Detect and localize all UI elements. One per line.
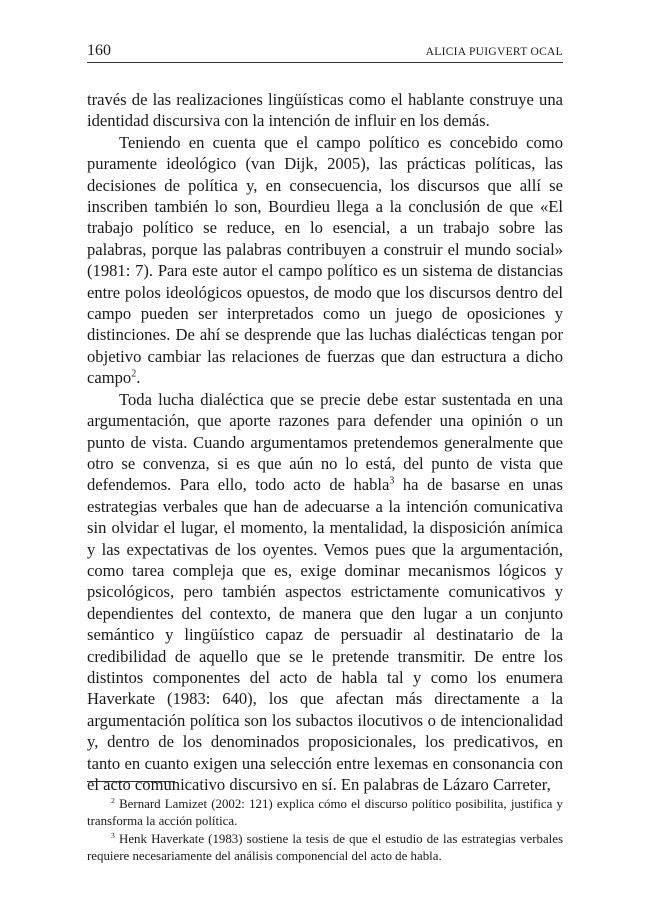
footnote-mark-3: 3 bbox=[111, 830, 115, 840]
footnotes bbox=[87, 796, 563, 866]
paragraph-3-text-rest: ha de basarse en unas estrategias verbales que han de adecuarse a la intención comunicativa sin olvidar el lugar, el momento, la mentalidad, la disposición anímica y las expectativas de los oyentes. Vemos pues que la argumentación, como tarea compleja que es, exige dominar mecanismos lógicos y psicológicos, pero también aspectos estrictamente comunicativos y dependientes del contexto, de manera que den lugar a un conjunto semántico y lingüístico capaz de persuadir al destinatario de la credibilidad de aquello que se le pretende transmitir. De entre los distintos componentes del acto de habla tal y como los enumera Haverkate (1983: 640), los que afectan más directamente a la argumentación política son los subactos ilocutivos o de intencionalidad y, dentro de los denominados proposicionales, los predicativos, en tanto en cuanto exigen una selección entre lexemas en consonancia con el acto comunicativo discursivo en sí. En palabras de Lázaro Carreter, bbox=[87, 475, 563, 794]
paragraph-3-text-start: Toda lucha dialéctica que se precie debe estar sustentada en una argumentación, que aporte razones para defender una opinión o un punto de vista. Cuando argumentamos pretendemos generalmente que otro se convenza, si es que aún no lo está, del punto de vista que defendemos. Para ello, todo acto de habla bbox=[87, 389, 563, 495]
footnote-2-text: Bernard Lamizet (2002: 121) explica cómo el discurso político posibilita, justifica y transforma la acción política. bbox=[87, 797, 563, 829]
paragraph-1: través de las realizaciones lingüísticas como el hablante construye una identidad discursiva con la intención de influir en los demás. bbox=[87, 90, 563, 131]
footnote-3-text: Henk Haverkate (1983) sostiene la tesis de que el estudio de las estrategias verbales requiere necesariamente del análisis componencial del acto de habla. bbox=[87, 831, 563, 864]
page-number: 160 bbox=[87, 42, 111, 59]
footnote-mark-2: 2 bbox=[111, 795, 115, 805]
body-text bbox=[87, 89, 563, 795]
paragraph-2-end: . bbox=[136, 368, 141, 388]
footnote-ref-2: 2 bbox=[131, 368, 137, 380]
page-header bbox=[87, 42, 563, 63]
paragraph-2 bbox=[87, 132, 563, 389]
paragraph-3 bbox=[87, 389, 563, 796]
footnote-2 bbox=[87, 796, 563, 831]
paragraph-2-text: Teniendo en cuenta que el campo político es concebido como puramente ideológico (van Dijk, 2005), las prácticas políticas, las decisiones de política y, en consecuencia, los discursos que allí se inscriben también lo son, Bourdieu llega a la conclusión de que «El trabajo político se reduce, en lo esencial, a un trabajo sobre las palabras, porque las palabras contribuyen a construir el mundo social» (1981: 7). Para este autor el campo político es un sistema de distancias entre polos ideológicos opuestos, de modo que los discursos dentro del campo pueden ser interpretados como un juego de oposiciones y distinciones. De ahí se desprende que las luchas dialécticas tengan por objetivo cambiar las relaciones de fuerzas que dan estructura a dicho campo bbox=[87, 132, 563, 388]
running-head: ALICIA PUIGVERT OCAL bbox=[425, 46, 563, 58]
footnote-separator bbox=[87, 781, 175, 782]
footnote-3 bbox=[87, 831, 563, 866]
footnote-ref-3: 3 bbox=[389, 475, 395, 487]
